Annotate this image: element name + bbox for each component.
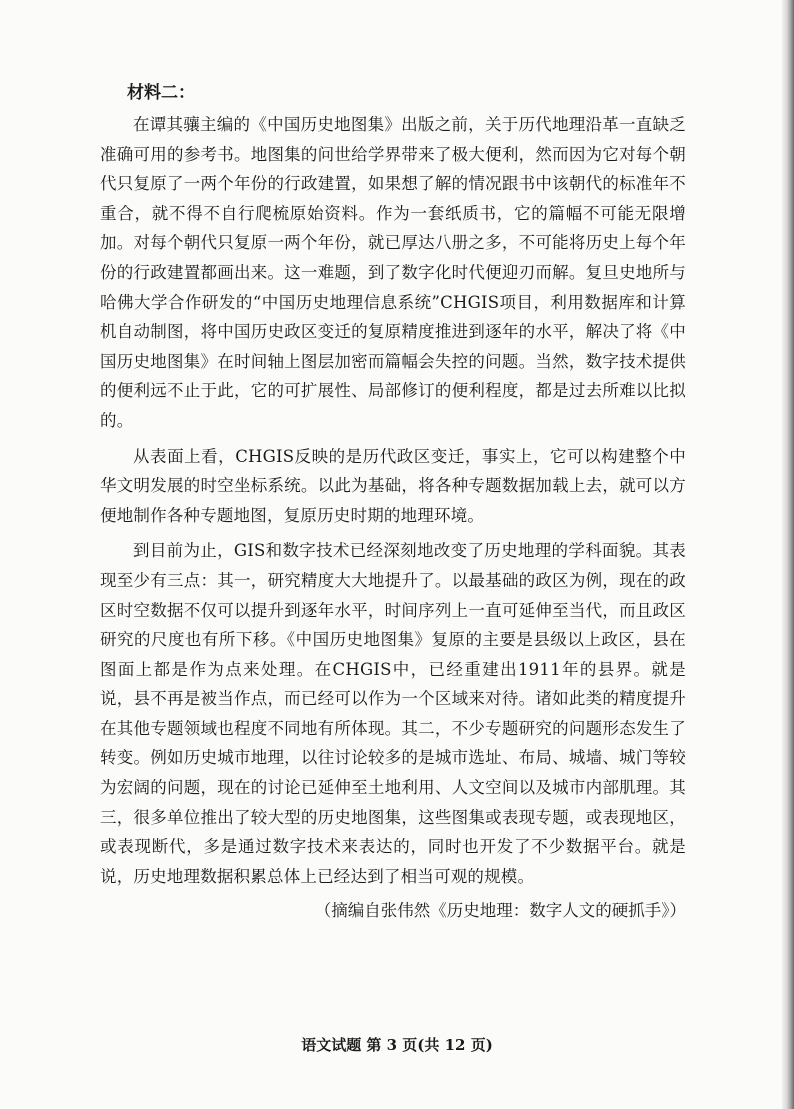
material-heading: 材料二：: [127, 83, 195, 103]
paragraph-1: 在谭其骧主编的《中国历史地图集》出版之前，关于历代地理沿革一直缺乏准确可用的参考书。地图集的问世给学界带来了极大便利，然而因为它对每个朝代只复原了一两个年份的行政建置，如果想了解的情况跟书中该朝代的标准年不重合，就不得不自行爬梳原始资料。作为一套纸质书，它的篇幅不可能无限增加。对每个朝代只复原一两个年份，就已厚达八册之多，不可能将历史上每个年份的行政建置都画出来。这一难题，到了数字化时代便迎刃而解。复旦史地所与哈佛大学合作研发的“中国历史地理信息系统”CHGIS项目，利用数据库和计算机自动制图，将中国历史政区变迁的复原精度推进到逐年的水平，解决了将《中国历史地图集》在时间轴上图层加密而篇幅会失控的问题。当然，数字技术提供的便利远不止于此，它的可扩展性、局部修订的便利程度，都是过去所难以比拟的。: [100, 115, 686, 430]
page-edge-shadow: [782, 0, 794, 1109]
source-citation: （摘编自张伟然《历史地理：数字人文的硬抓手》）: [314, 901, 686, 921]
document-body: [100, 80, 686, 925]
paragraph-2: 从表面上看，CHGIS反映的是历代政区变迁，事实上，它可以构建整个中华文明发展的时空坐标系统。以此为基础，将各种专题数据加载上去，就可以方便地制作各种专题地图，复原历史时期的地理环境。: [100, 446, 686, 525]
page-footer: 语文试题 第 3 页(共 12 页): [301, 1036, 493, 1054]
paragraph-3: 到目前为止，GIS和数字技术已经深刻地改变了历史地理的学科面貌。其表现至少有三点：其一，研究精度大大地提升了。以最基础的政区为例，现在的政区时空数据不仅可以提升到逐年水平，时间序列上一直可延伸至当代，而且政区研究的尺度也有所下移。《中国历史地图集》复原的主要是县级以上政区，县在图面上都是作为点来处理。在CHGIS中，已经重建出1911年的县界。就是说，县不再是被当作点，而已经可以作为一个区域来对待。诸如此类的精度提升在其他专题领域也程度不同地有所体现。其二，不少专题研究的问题形态发生了转变。例如历史城市地理，以往讨论较多的是城市选址、布局、城墙、城门等较为宏阔的问题，现在的讨论已延伸至土地利用、人文空间以及城市内部肌理。其三，很多单位推出了较大型的历史地图集，这些图集或表现专题，或表现地区，或表现断代，多是通过数字技术来表达的，同时也开发了不少数据平台。就是说，历史地理数据积累总体上已经达到了相当可观的规模。: [100, 541, 686, 886]
